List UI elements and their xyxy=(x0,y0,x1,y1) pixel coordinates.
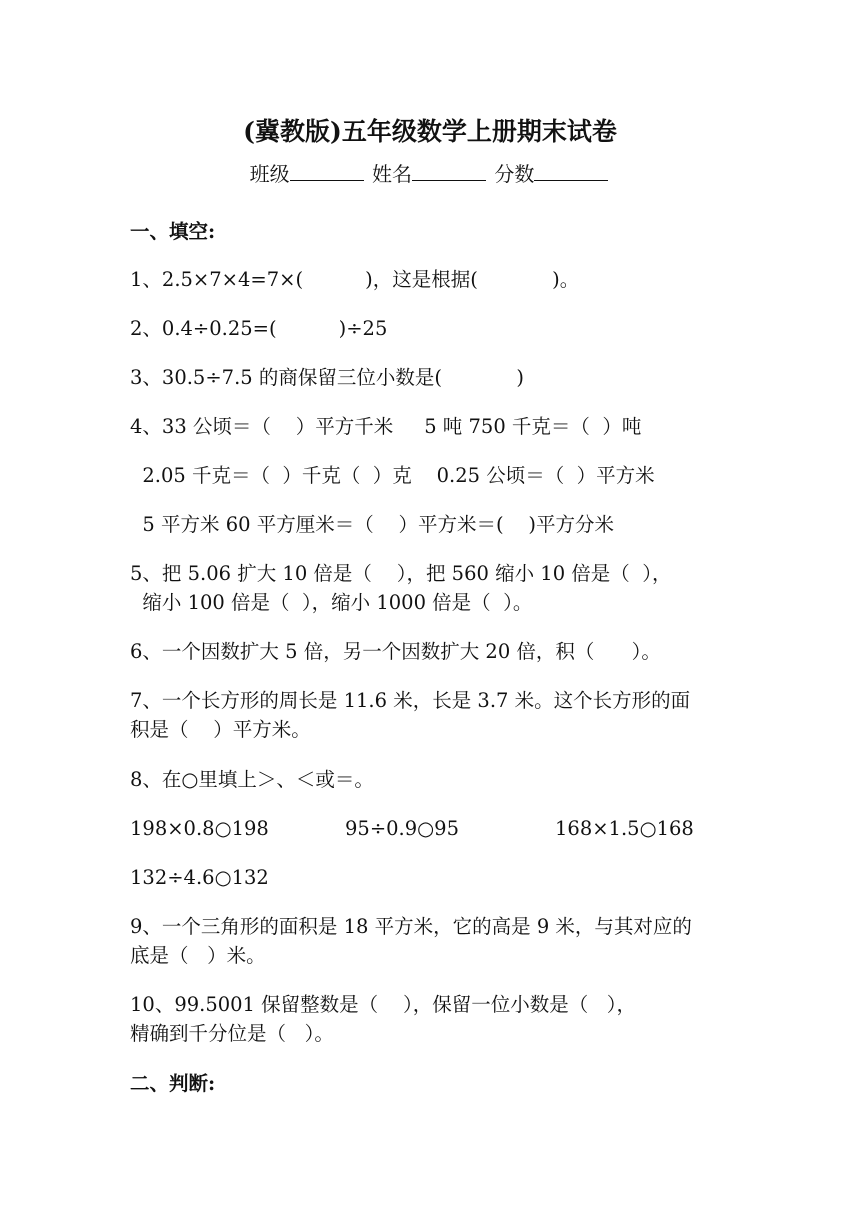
class-blank xyxy=(290,162,364,181)
score-blank xyxy=(534,162,608,181)
question-10-line-1: 10、99.5001 保留整数是（ ），保留一位小数是（ ）， xyxy=(130,993,637,1016)
question-7-line-1: 7、一个长方形的周长是 11.6 米，长是 3.7 米。这个长方形的面 xyxy=(130,689,691,712)
question-1: 1、2.5×7×4=7×( )，这是根据( )。 xyxy=(130,268,580,291)
student-info-line xyxy=(0,158,860,187)
question-5-line-2: 缩小 100 倍是（ ），缩小 1000 倍是（ ）。 xyxy=(130,591,533,614)
class-label: 班级 xyxy=(249,162,290,186)
question-4-line-2: 2.05 千克＝（ ）千克（ ）克 0.25 公顷＝（ ）平方米 xyxy=(130,464,655,487)
question-5-line-1: 5、把 5.06 扩大 10 倍是（ ），把 560 缩小 10 倍是（ ）， xyxy=(130,562,672,585)
question-9-line-1: 9、一个三角形的面积是 18 平方米，它的高是 9 米，与其对应的 xyxy=(130,915,692,938)
page-title: (冀教版)五年级数学上册期末试卷 xyxy=(243,117,617,146)
question-3: 3、30.5÷7.5 的商保留三位小数是( ) xyxy=(130,366,524,389)
question-10-line-2: 精确到千分位是（ ）。 xyxy=(130,1022,334,1045)
comparison-168x1.5: 168×1.5○168 xyxy=(555,817,694,840)
section-heading-fill-in: 一、填空: xyxy=(130,220,216,243)
name-blank xyxy=(412,162,486,181)
score-label: 分数 xyxy=(494,162,535,186)
question-2: 2、0.4÷0.25=( )÷25 xyxy=(130,317,388,340)
question-6: 6、一个因数扩大 5 倍，另一个因数扩大 20 倍，积（ ）。 xyxy=(130,640,661,663)
comparison-132div4.6: 132÷4.6○132 xyxy=(130,866,269,889)
question-4-line-1: 4、33 公顷＝（ ）平方千米 5 吨 750 千克＝（ ）吨 xyxy=(130,415,642,438)
question-4-line-3: 5 平方米 60 平方厘米＝（ ）平方米＝( )平方分米 xyxy=(130,513,615,536)
section-heading-judgement: 二、判断: xyxy=(130,1072,216,1095)
question-7-line-2: 积是（ ）平方米。 xyxy=(130,718,311,741)
comparison-95div0.9: 95÷0.9○95 xyxy=(345,817,459,840)
name-label: 姓名 xyxy=(372,162,412,186)
question-9-line-2: 底是（ ）米。 xyxy=(130,944,266,967)
question-8: 8、在○里填上＞、＜或＝。 xyxy=(130,768,374,791)
comparison-198x0.8: 198×0.8○198 xyxy=(130,817,269,840)
